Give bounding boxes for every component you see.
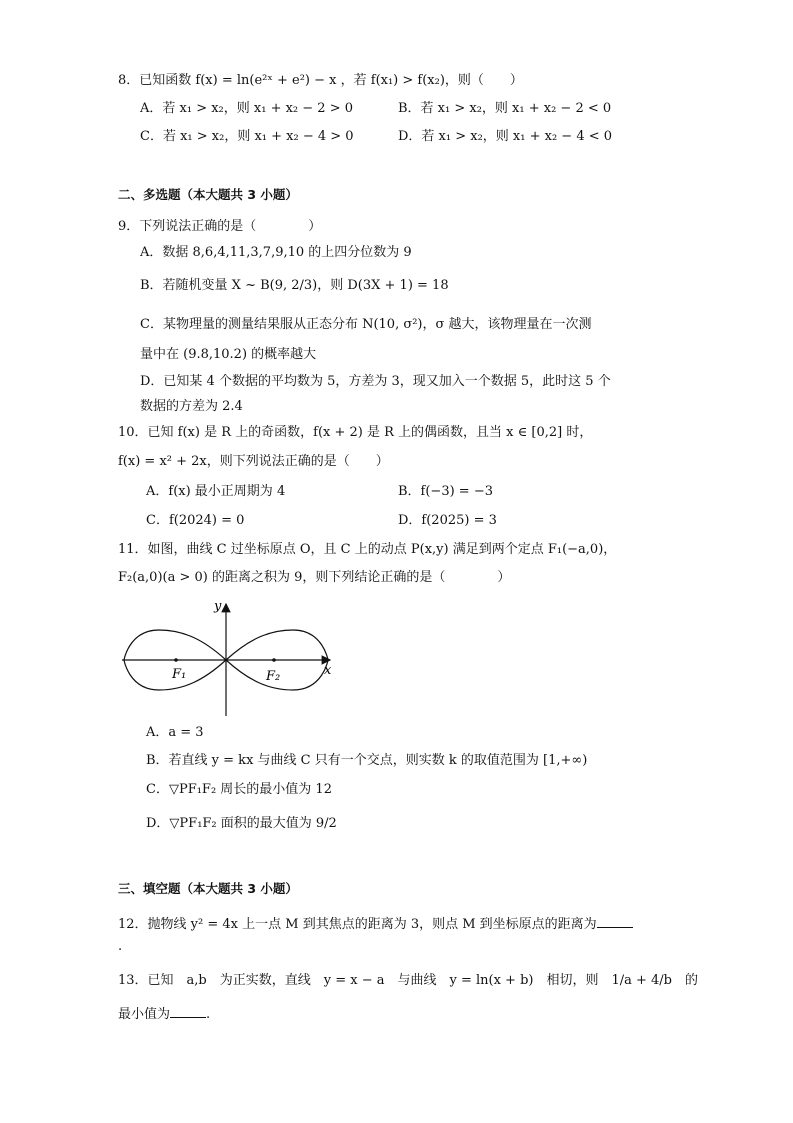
q10-stem-line1: 10．已知 f(x) 是 R 上的奇函数，f(x + 2) 是 R 上的偶函数，且当 x ∈ [0,2] 时， [118,425,593,440]
q8-option-d: D．若 x₁ > x₂，则 x₁ + x₂ − 4 < 0 [398,129,613,144]
q13-answer-blank[interactable] [170,1005,206,1018]
y-axis-label: y [214,600,222,614]
q9-option-b: B．若随机变量 X ~ B(9, 2/3)，则 D(3X + 1) = 18 [140,278,449,293]
x-axis-label: x [324,663,332,678]
q12-text [118,915,633,934]
q13-text-line2 [118,1005,210,1024]
focus-f2-point [272,658,276,662]
q10-option-d: D．f(2025) = 3 [398,513,497,528]
q11-option-a: A．a = 3 [146,725,204,740]
q13-text-line1: 13．已知 a,b 为正实数，直线 y = x − a 与曲线 y = ln(x + b) 相切，则 1/a + 4/b 的 [118,973,699,988]
q13-stem-end: 最小值为 [118,1007,171,1022]
q10-option-a: A．f(x) 最小正周期为 4 [146,484,286,499]
q12-stem: 12．抛物线 y² = 4x 上一点 M 到其焦点的距离为 3，则点 M 到坐标原点的距离为 [118,917,597,932]
q8-stem: 8．已知函数 f(x) = ln(e²ˣ + e²) − x ，若 f(x₁) > f(x₂)，则（ ） [118,73,523,88]
q11-option-b: B．若直线 y = kx 与曲线 C 只有一个交点，则实数 k 的取值范围为 [1,+∞) [146,753,588,768]
q9-option-a: A．数据 8,6,4,11,3,7,9,10 的上四分位数为 9 [140,245,412,260]
q11-option-c: C．▽PF₁F₂ 周长的最小值为 12 [146,782,332,797]
q12-tail: . [118,939,123,954]
section-multi-choice-title: 二、多选题（本大题共 3 小题） [118,187,298,202]
section-fill-blank-title: 三、填空题（本大题共 3 小题） [118,881,298,896]
q12-answer-blank[interactable] [597,915,633,928]
q9-stem: 9．下列说法正确的是（ ） [118,219,322,234]
q8-option-c: C．若 x₁ > x₂，则 x₁ + x₂ − 4 > 0 [140,129,354,144]
q8-option-b: B．若 x₁ > x₂，则 x₁ + x₂ − 2 < 0 [398,101,612,116]
focus-f1-label: F₁ [172,667,187,682]
q10-option-b: B．f(−3) = −3 [398,484,493,499]
focus-f1-point [174,658,178,662]
q9-option-d-line2: 数据的方差为 2.4 [140,399,243,414]
q9-option-d-line1: D．已知某 4 个数据的平均数为 5，方差为 3，现又加入一个数据 5，此时这 5 个 [140,374,611,389]
q11-stem-line2: F₂(a,0)(a > 0) 的距离之积为 9，则下列结论正确的是（ ） [118,570,511,585]
q11-option-d: D．▽PF₁F₂ 面积的最大值为 9/2 [146,816,337,831]
q8-option-a: A．若 x₁ > x₂，则 x₁ + x₂ − 2 > 0 [140,101,353,116]
q13-period: . [206,1007,211,1022]
q9-option-c-line2: 量中在 (9.8,10.2) 的概率越大 [140,347,317,362]
q9-option-c-line1: C．某物理量的测量结果服从正态分布 N(10, σ²)，σ 越大，该物理量在一次测 [140,317,592,332]
lemniscate-figure [118,600,338,718]
focus-f2-label: F₂ [266,669,281,684]
q10-stem-line2: f(x) = x² + 2x，则下列说法正确的是（ ） [118,454,389,469]
q11-stem-line1: 11．如图，曲线 C 过坐标原点 O，且 C 上的动点 P(x,y) 满足到两个定点 F₁(−a,0)， [118,542,617,557]
q10-option-c: C．f(2024) = 0 [146,513,245,528]
